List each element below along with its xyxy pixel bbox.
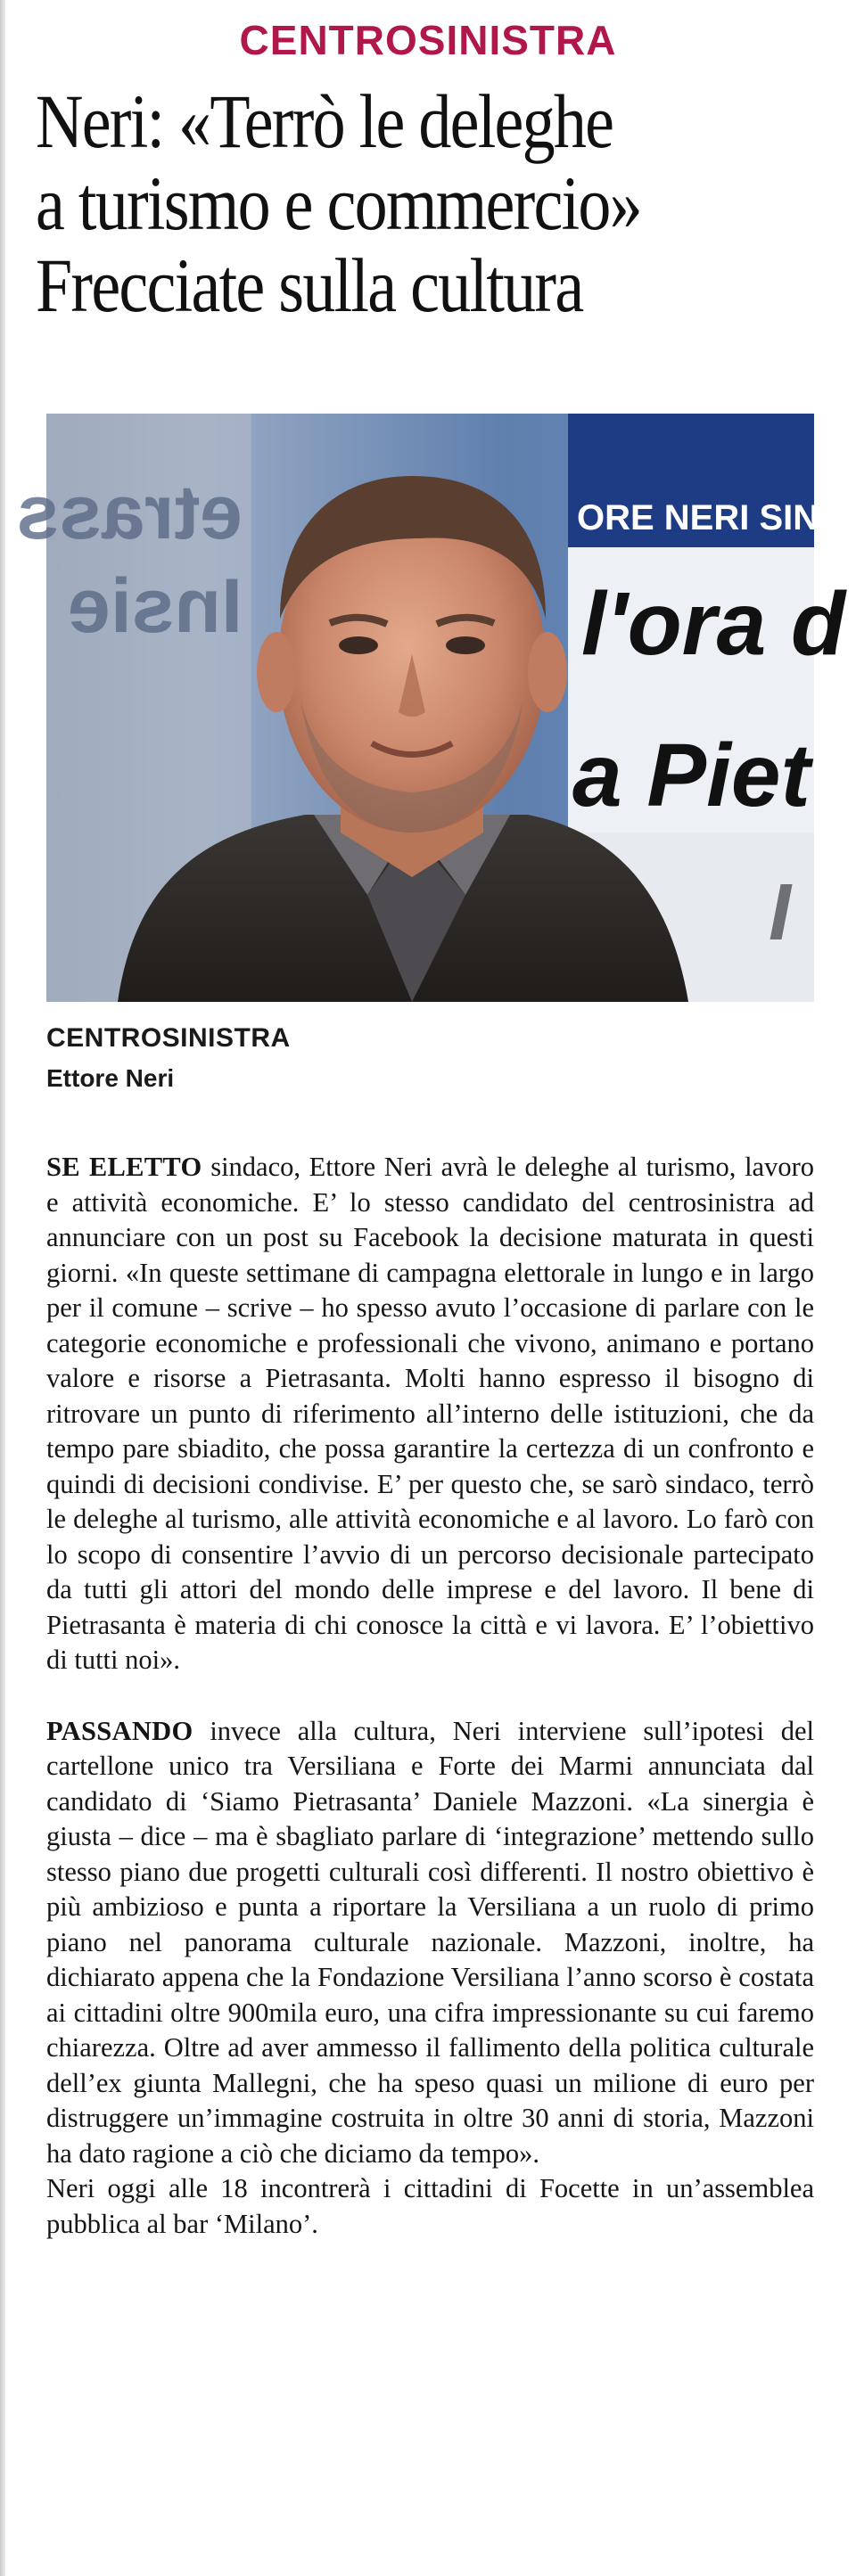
caption-name: Ettore Neri bbox=[46, 1064, 175, 1092]
backdrop-text-right-3: a Piet bbox=[572, 726, 811, 825]
paragraph-1 bbox=[46, 1150, 814, 1678]
paragraph-3: Neri oggi alle 18 incontrerà i cittadini di Focette in un’assemblea pubblica al bar ‘Milano’. bbox=[46, 2173, 814, 2239]
section-kicker: CENTROSINISTRA bbox=[239, 17, 617, 63]
headline-line-2: a turismo e commercio» bbox=[36, 160, 641, 246]
paragraph-1-lead: SE ELETTO bbox=[46, 1152, 202, 1182]
backdrop-text-right-2: l'ora d bbox=[581, 574, 846, 674]
headline bbox=[36, 80, 838, 326]
article-body bbox=[46, 1150, 814, 2242]
paragraph-1-text: sindaco, Ettore Neri avrà le deleghe al turismo, lavoro e attività economiche. E’ lo stesso candidato del centrosinistra ad annunciare con un post su Facebook la decisione maturata in questi giorni. «In queste settimane di campagna elettorale in lungo e in largo per il comune – scrive – ho spesso avuto l’occasione di parlare con le categorie economiche e professionali che vivono, animano e portano valore e risorse a Pietrasanta. Molti hanno espresso il bisogno di ritrovare un punto di riferimento all’interno delle istituzioni, che da tempo pare sbiadito, che possa garantire la certezza di un confronto e quindi di decisioni condivise. E’ per questo che, se sarò sindaco, terrò le deleghe al turismo, alle attività economiche e al lavoro. Lo farò con lo scopo di consentire l’avvio di un percorso decisionale partecipato da tutti gli attori del mondo delle imprese e del lavoro. Il bene di Pietrasanta è materia di chi conosce la città e vi lavora. E’ l’obiettivo di tutti noi». bbox=[46, 1152, 814, 1675]
backdrop-text-left-2: Insie bbox=[68, 563, 243, 649]
paragraph-2-lead: PASSANDO bbox=[46, 1715, 193, 1746]
headline-line-1: Neri: «Terrò le deleghe bbox=[36, 78, 613, 164]
backdrop-text-right-4: I bbox=[769, 868, 792, 957]
portrait-photo bbox=[16, 414, 846, 1002]
backdrop-text-right-1: ORE NERI SIN bbox=[577, 498, 819, 537]
caption-kicker: CENTROSINISTRA bbox=[46, 1023, 291, 1053]
paragraph-2 bbox=[46, 1714, 814, 2172]
page-edge bbox=[0, 0, 5, 2576]
headline-line-3: Frecciate sulla cultura bbox=[36, 242, 583, 328]
backdrop-text-left-1: etrass bbox=[16, 470, 243, 555]
paragraph-2-text: invece alla cultura, Neri interviene sull’ipotesi del cartellone unico tra Versiliana e Forte dei Marmi annunciata dal candidato di ‘Siamo Pietrasanta’ Daniele Mazzoni. «La sinergia è giusta – dice – ma è sbagliato parlare di ‘integrazione’ mettendo sullo stesso piano due progetti culturali così differenti. Il nostro obiettivo è più ambizioso e punta a riportare la Versiliana a un ruolo di primo piano nel panorama culturale nazionale. Mazzoni, inoltre, ha dichiarato appena che la Fondazione Versiliana l’anno scorso è costata ai cittadini oltre 900mila euro, una cifra impressionante su cui faremo chiarezza. Oltre ad aver ammesso il fallimento della politica culturale dell’ex giunta Mallegni, che ha speso quasi un milione di euro per distruggere un’immagine costruita in oltre 30 anni di storia, Mazzoni ha dato ragione a ciò che diciamo da tempo». bbox=[46, 1715, 814, 2169]
